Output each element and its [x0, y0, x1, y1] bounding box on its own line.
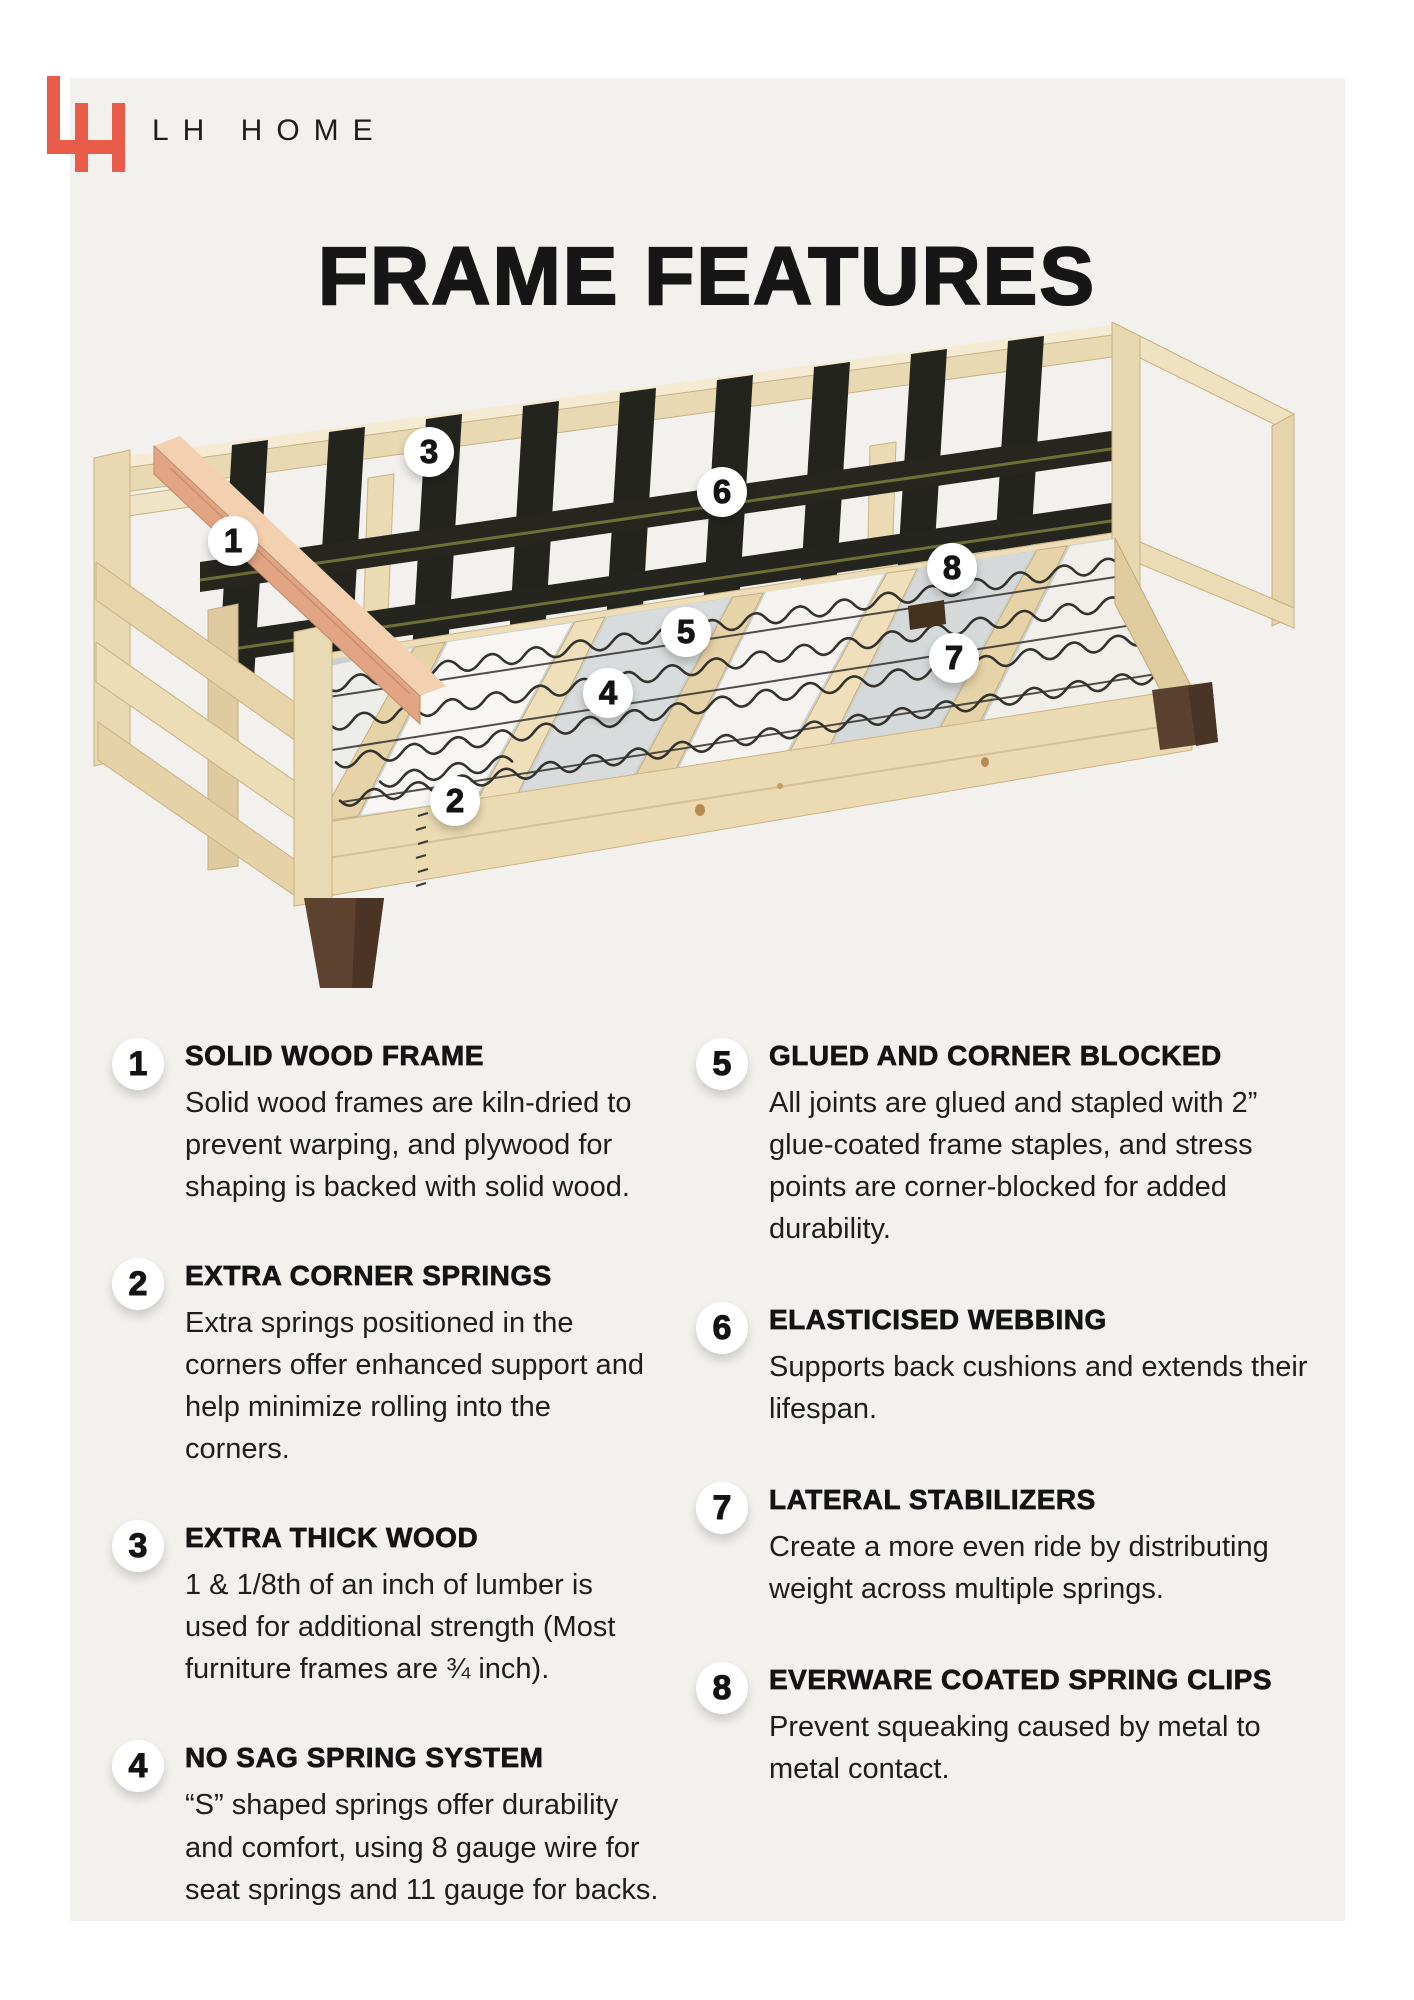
- callout-1: 1: [208, 516, 258, 566]
- feature-number-badge: 7: [696, 1482, 748, 1534]
- feature-title: EVERWARE COATED SPRING CLIPS: [769, 1664, 1273, 1696]
- feature-number-badge: 8: [696, 1662, 748, 1714]
- feature-title: EXTRA THICK WOOD: [185, 1522, 479, 1554]
- feature-title: SOLID WOOD FRAME: [185, 1040, 484, 1071]
- feature-title: NO SAG SPRING SYSTEM: [185, 1742, 544, 1774]
- feature-number-badge: 1: [112, 1038, 164, 1090]
- feature-description: 1 & 1/8th of an inch of lumber is used for additional strength (Most furniture frames are ¾ inch).: [185, 1569, 616, 1686]
- logo-bar: [75, 103, 88, 172]
- logo-bar: [112, 103, 125, 172]
- feature-title: GLUED AND CORNER BLOCKED: [769, 1040, 1222, 1071]
- feature-number-badge: 3: [112, 1520, 164, 1572]
- feature-item-7: [696, 1482, 1312, 1610]
- sofa-frame-illustration: [80, 310, 1320, 1010]
- feature-description: “S” shaped springs offer durability and comfort, using 8 gauge wire for seat springs and 11 gauge for backs.: [185, 1789, 659, 1906]
- brand-name: LH HOME: [152, 114, 387, 147]
- feature-title: EXTRA CORNER SPRINGS: [185, 1260, 552, 1292]
- page-title: FRAME FEATURES: [317, 231, 1097, 322]
- feature-description: Solid wood frames are kiln-dried to prevent warping, and plywood for shaping is backed with solid wood.: [185, 1087, 632, 1204]
- callout-6: 6: [697, 467, 747, 517]
- callout-4: 4: [583, 668, 633, 718]
- lh-monogram-logo-icon: [47, 76, 127, 174]
- feature-title: LATERAL STABILIZERS: [769, 1484, 1096, 1516]
- features-column-right: [696, 1038, 1312, 1790]
- feature-description: Create a more even ride by distributing weight across multiple springs.: [769, 1531, 1269, 1606]
- callout-2: 2: [430, 776, 480, 826]
- feature-item-3: [112, 1520, 660, 1690]
- callout-7: 7: [929, 633, 979, 683]
- feature-item-8: [696, 1662, 1312, 1790]
- feature-item-5: [696, 1038, 1312, 1250]
- feature-description: Extra springs positioned in the corners offer enhanced support and help minimize rolling into the corners.: [185, 1307, 644, 1466]
- feature-description: All joints are glued and stapled with 2” glue-coated frame staples, and stress points are corner-blocked for added durability.: [769, 1087, 1258, 1246]
- feature-item-1: [112, 1038, 660, 1208]
- feature-number-badge: 5: [696, 1038, 748, 1090]
- callout-5: 5: [661, 607, 711, 657]
- feature-number-badge: 2: [112, 1258, 164, 1310]
- sofa-frame-diagram: [80, 310, 1320, 1010]
- feature-number-badge: 6: [696, 1302, 748, 1354]
- feature-item-4: [112, 1740, 660, 1910]
- feature-description: Prevent squeaking caused by metal to metal contact.: [769, 1711, 1261, 1786]
- feature-title: ELASTICISED WEBBING: [769, 1304, 1107, 1336]
- feature-item-6: [696, 1302, 1312, 1430]
- features-column-left: [112, 1038, 660, 1911]
- callout-8: 8: [927, 543, 977, 593]
- callout-3: 3: [404, 427, 454, 477]
- feature-number-badge: 4: [112, 1740, 164, 1792]
- feature-item-2: [112, 1258, 660, 1470]
- feature-description: Supports back cushions and extends their lifespan.: [769, 1351, 1308, 1426]
